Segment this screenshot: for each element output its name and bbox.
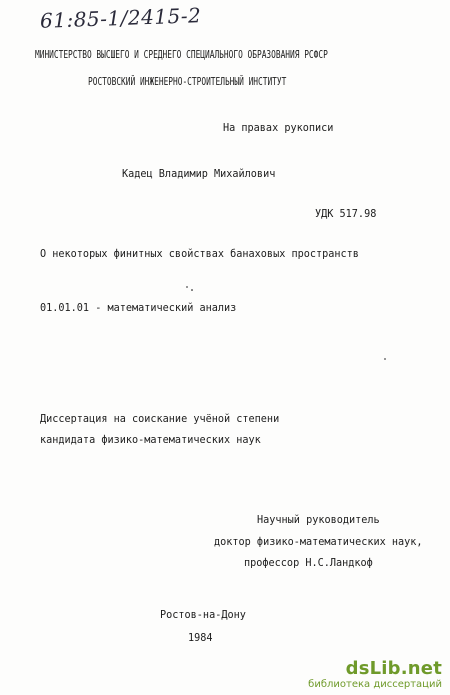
scan-speck <box>384 358 386 360</box>
watermark-logo: dsLib.net <box>345 658 442 679</box>
city: Ростов-на-Дону <box>160 610 246 621</box>
supervisor-degree: доктор физико-математических наук, <box>214 537 423 548</box>
supervisor-title: Научный руководитель <box>257 515 380 526</box>
watermark-subtitle: библиотека диссертаций <box>308 679 442 690</box>
scan-speck <box>186 286 188 288</box>
institute-heading: РОСТОВСКИЙ ИНЖЕНЕРНО-СТРОИТЕЛЬНЫЙ ИНСТИТУТ <box>88 77 287 88</box>
manuscript-note: На правах рукописи <box>223 123 334 134</box>
dissertation-purpose-line-2: кандидата физико-математических наук <box>40 435 261 446</box>
supervisor-name: профессор Н.С.Ландкоф <box>244 558 373 569</box>
handwritten-archive-code: 61:85-1/2415-2 <box>39 3 202 33</box>
watermark <box>308 659 442 691</box>
year: 1984 <box>188 633 213 644</box>
dissertation-title: О некоторых финитных свойствах банаховых пространств <box>40 249 359 260</box>
scan-speck <box>191 289 193 291</box>
author-name: Кадец Владимир Михайлович <box>122 169 276 180</box>
udk-code: УДК 517.98 <box>315 209 377 220</box>
ministry-heading: МИНИСТЕРСТВО ВЫСШЕГО И СРЕДНЕГО СПЕЦИАЛЬНОГО ОБРАЗОВАНИЯ РСФСР <box>35 50 328 61</box>
dissertation-purpose-line-1: Диссертация на соискание учёной степени <box>40 414 280 425</box>
specialty-code: 01.01.01 - математический анализ <box>40 303 237 314</box>
